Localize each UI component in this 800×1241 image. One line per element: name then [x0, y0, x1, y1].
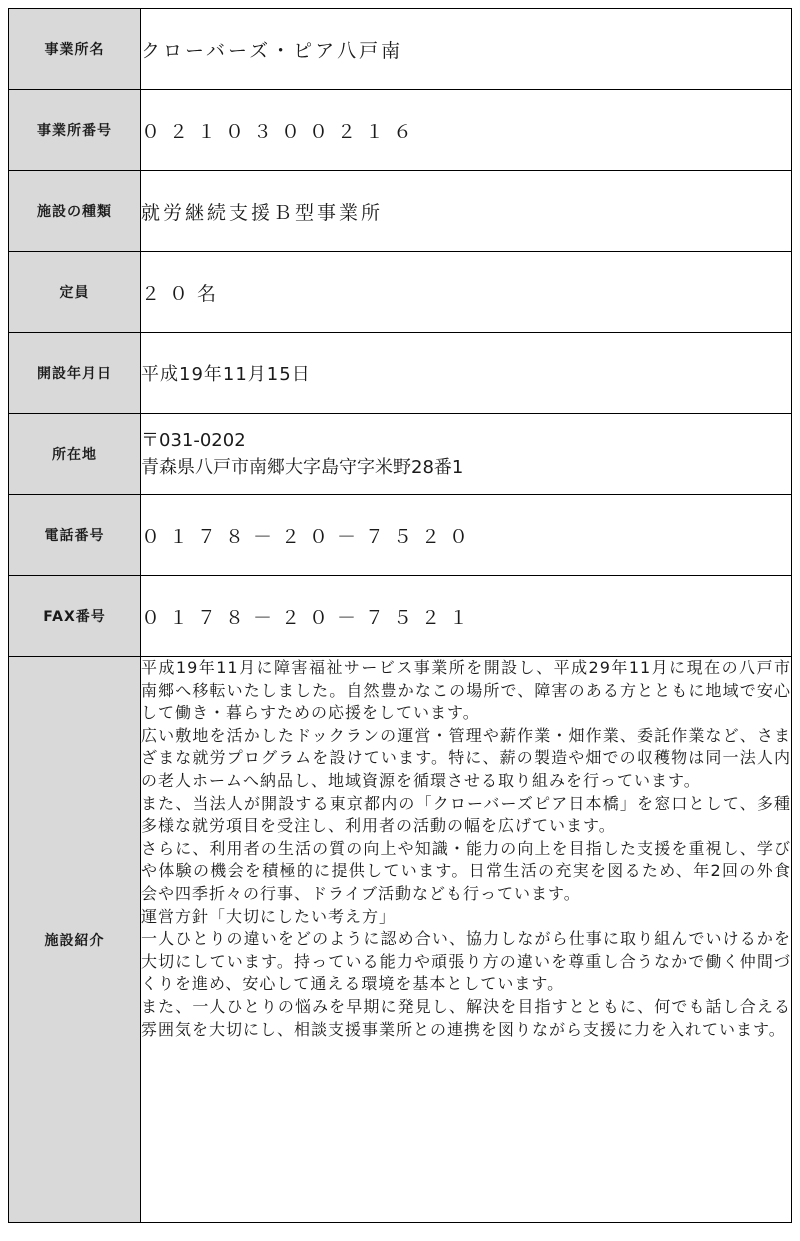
value-facility-type: 就労継続支援Ｂ型事業所 — [141, 171, 792, 252]
row-facility-intro — [9, 657, 792, 1223]
label-address: 所在地 — [9, 414, 141, 495]
street-address: 青森県八戸市南郷大字島守字米野28番1 — [141, 457, 464, 478]
facility-intro-text — [141, 657, 792, 1223]
intro-paragraph: 一人ひとりの違いをどのように認め合い、協力しながら仕事に取り組んでいけるかを大切にしています。持っている能力や頑張り方の違いを尊重し合うなかで働く仲間づくりを進め、安心して通える環境を基本としています。 — [141, 929, 791, 994]
value-office-name: クローバーズ・ピア八戸南 — [141, 9, 792, 90]
row-address — [9, 414, 792, 495]
label-fax: FAX番号 — [9, 576, 141, 657]
value-opening-date: 平成19年11月15日 — [141, 333, 792, 414]
label-facility-type: 施設の種類 — [9, 171, 141, 252]
row-opening-date — [9, 333, 792, 414]
value-office-number: ０２１０３００２１６ — [141, 90, 792, 171]
postal-code: 〒031-0202 — [141, 430, 246, 451]
value-address — [141, 414, 792, 495]
intro-paragraph: さらに、利用者の生活の質の向上や知識・能力の向上を目指した支援を重視し、学びや体験の機会を積極的に提供しています。日常生活の充実を図るため、年2回の外食会や四季折々の行事、ドライブ活動なども行っています。 — [141, 838, 791, 903]
row-office-number — [9, 90, 792, 171]
row-facility-type — [9, 171, 792, 252]
label-facility-intro: 施設紹介 — [9, 657, 141, 1223]
intro-paragraph: また、当法人が開設する東京都内の「クローバーズピア日本橋」を窓口として、多種多様な就労項目を受注し、利用者の活動の幅を広げています。 — [141, 793, 791, 836]
row-fax — [9, 576, 792, 657]
value-phone: ０１７８－２０－７５２０ — [141, 495, 792, 576]
label-phone: 電話番号 — [9, 495, 141, 576]
value-fax: ０１７８－２０－７５２１ — [141, 576, 792, 657]
policy-heading: 運営方針「大切にしたい考え方」 — [141, 906, 397, 926]
row-office-name — [9, 9, 792, 90]
label-office-number: 事業所番号 — [9, 90, 141, 171]
label-capacity: 定員 — [9, 252, 141, 333]
label-opening-date: 開設年月日 — [9, 333, 141, 414]
intro-paragraph: 広い敷地を活かしたドックランの運営・管理や薪作業・畑作業、委託作業など、さまざまな就労プログラムを設けています。特に、薪の製造や畑での収穫物は同一法人内の老人ホームへ納品し、地域資源を循環させる取り組みを行っています。 — [141, 725, 791, 790]
row-capacity — [9, 252, 792, 333]
row-phone — [9, 495, 792, 576]
value-capacity: ２０名 — [141, 252, 792, 333]
facility-info-table — [8, 8, 792, 1223]
intro-paragraph: また、一人ひとりの悩みを早期に発見し、解決を目指すとともに、何でも話し合える雰囲気を大切にし、相談支援事業所との連携を図りながら支援に力を入れています。 — [141, 996, 791, 1039]
label-office-name: 事業所名 — [9, 9, 141, 90]
intro-paragraph: 平成19年11月に障害福祉サービス事業所を開設し、平成29年11月に現在の八戸市南郷へ移転いたしました。自然豊かなこの場所で、障害のある方とともに地域で安心して働き・暮らすための応援をしています。 — [141, 658, 791, 723]
